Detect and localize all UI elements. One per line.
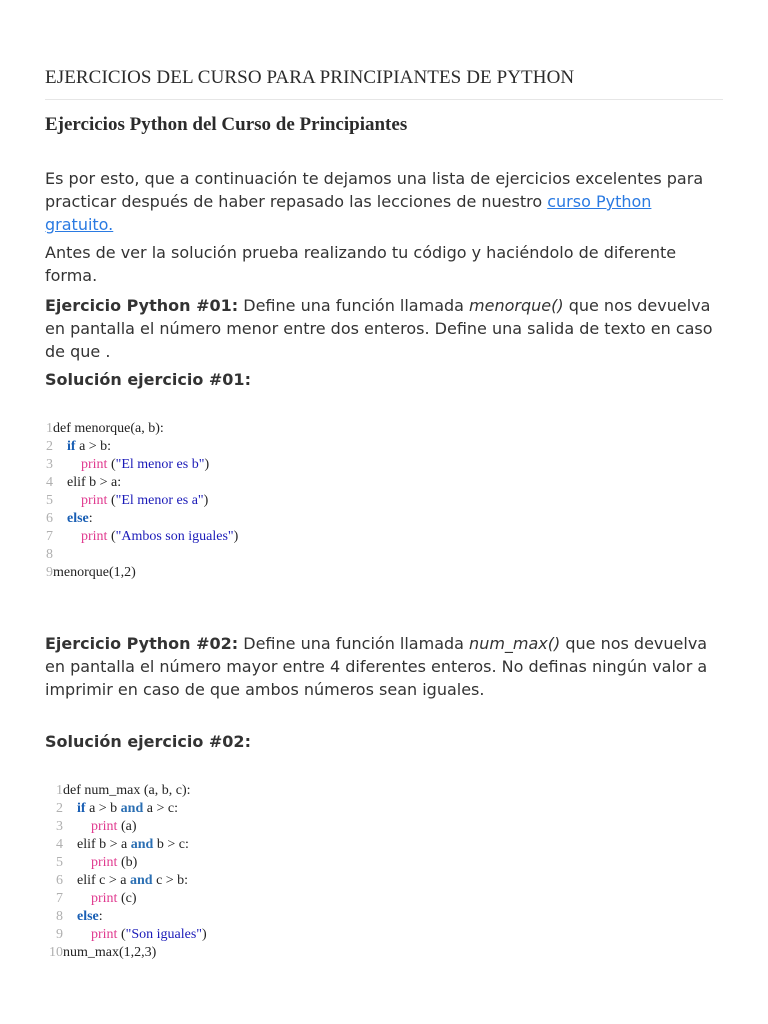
exercise-2-label: Ejercicio Python #02:: [45, 634, 239, 653]
code-line: 1def num_max (a, b, c):: [56, 783, 191, 798]
course-link[interactable]: curso Python gratuito.: [45, 192, 652, 234]
exercise-2-function: num_max(): [469, 634, 561, 653]
code-line: 2 if a > b:: [46, 439, 112, 454]
code-line: 3 print (a): [56, 819, 137, 834]
document-title: EJERCICIOS DEL CURSO PARA PRINCIPIANTES DE PYTHON: [45, 67, 575, 88]
code-line: 8 else:: [56, 909, 103, 924]
code-line: 4 elif b > a and b > c:: [56, 837, 189, 852]
code-line: 6 else:: [46, 511, 93, 526]
intro-paragraph: [45, 167, 723, 236]
code-line: 9menorque(1,2): [46, 565, 136, 580]
code-block-2: [47, 782, 207, 962]
code-line: 8: [46, 547, 53, 562]
intro-text: Es por esto, que a continuación te dejamos una lista de ejercicios excelentes para practicar después de haber repasado las lecciones de nuestro: [45, 169, 704, 211]
code-line: 6 elif c > a and c > b:: [56, 873, 189, 888]
code-line: 1def menorque(a, b):: [46, 421, 164, 436]
code-line: 3 print ("El menor es b"): [46, 457, 210, 472]
exercise-1-text-b: que nos devuelva en pantalla el número menor entre dos enteros. Define una salida de texto en caso de que .: [45, 296, 713, 361]
code-line: 7 print ("Ambos son iguales"): [46, 529, 239, 544]
exercise-1-statement: [45, 294, 723, 363]
exercise-1-label: Ejercicio Python #01:: [45, 296, 239, 315]
code-line: 7 print (c): [56, 891, 137, 906]
code-line: 4 elif b > a:: [46, 475, 122, 490]
code-line: 10num_max(1,2,3): [49, 945, 157, 960]
exercise-1-function: menorque(): [469, 296, 564, 315]
title-divider: [45, 99, 723, 100]
tip-paragraph: Antes de ver la solución prueba realizando tu código y haciéndolo de diferente forma.: [45, 243, 677, 285]
solution-1-heading: Solución ejercicio #01:: [45, 370, 251, 389]
exercise-2-text-a: Define una función llamada: [238, 634, 470, 653]
section-heading: Ejercicios Python del Curso de Principiantes: [45, 114, 408, 135]
code-line: 9 print ("Son iguales"): [56, 927, 207, 942]
code-line: 2 if a > b and a > c:: [56, 801, 178, 816]
exercise-1-text-a: Define una función llamada: [238, 296, 470, 315]
exercise-2-text-b: que nos devuelva en pantalla el número mayor entre 4 diferentes enteros. No definas ningún valor a imprimir en caso de que ambos números sean iguales.: [45, 634, 708, 699]
code-line: 5 print ("El menor es a"): [46, 493, 209, 508]
solution-2-heading: Solución ejercicio #02:: [45, 732, 251, 751]
code-line: 5 print (b): [56, 855, 138, 870]
exercise-2-statement: [45, 632, 723, 701]
code-block-1: [45, 420, 238, 582]
